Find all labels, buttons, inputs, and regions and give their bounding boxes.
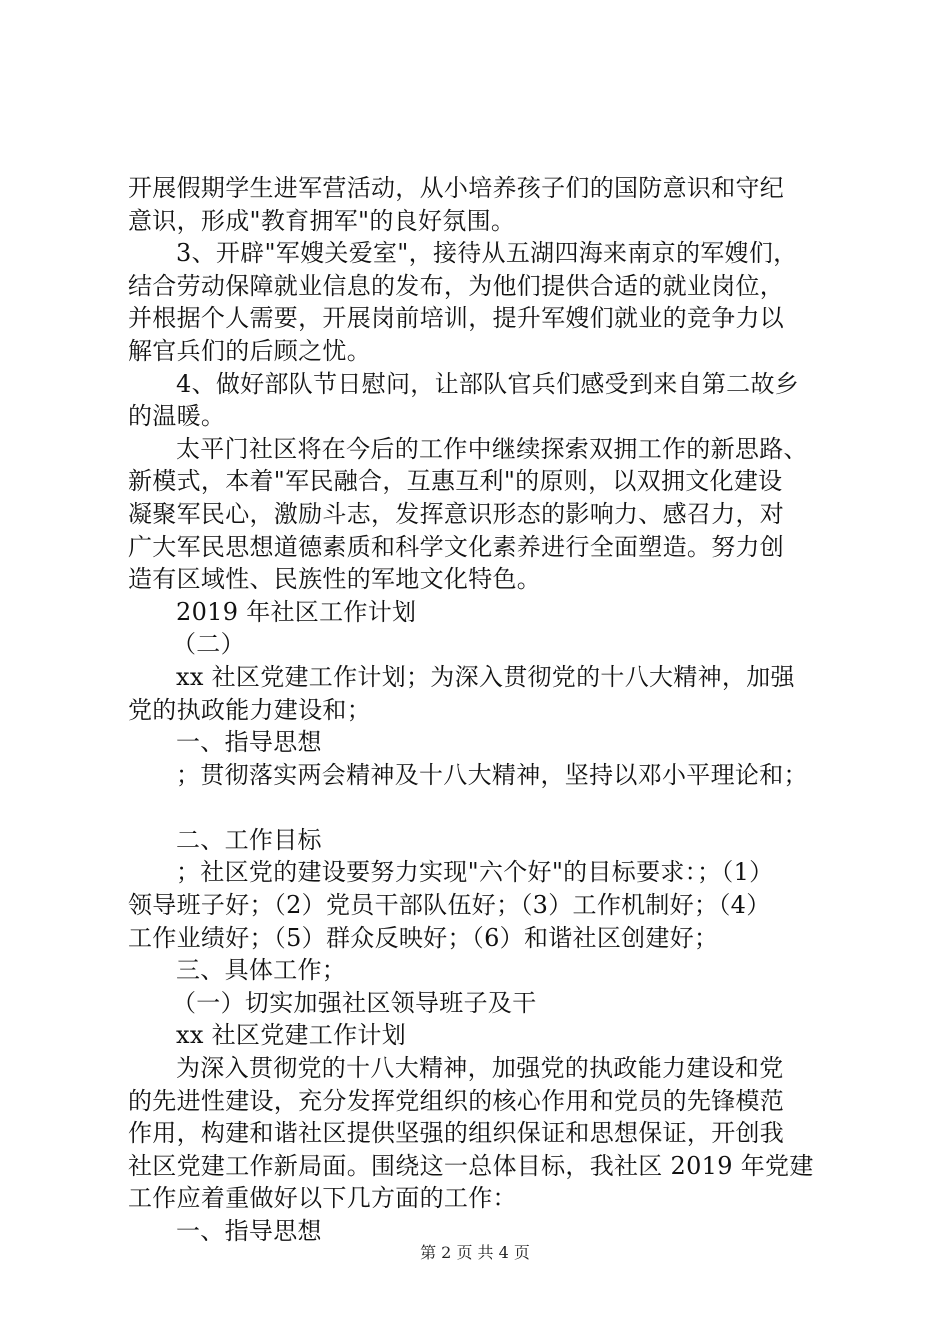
- heading-guiding-thought: 一、指导思想: [176, 1217, 322, 1245]
- text-line: 的先进性建设，充分发挥党组织的核心作用和党员的先锋模范: [128, 1086, 785, 1115]
- text-line: 意识，形成"教育拥军"的良好氛围。: [128, 206, 516, 235]
- heading-work-goals: 二、工作目标: [176, 825, 322, 854]
- text-line: xx 社区党建工作计划；为深入贯彻党的十八大精神，加强: [176, 662, 795, 691]
- text-line: 工作业绩好；（5）群众反映好；（6）和谐社区创建好；: [128, 923, 719, 952]
- text-line: 工作应着重做好以下几方面的工作：: [128, 1184, 517, 1213]
- text-line: 3、开辟"军嫂关爱室"，接待从五湖四海来南京的军嫂们，: [176, 239, 798, 268]
- text-line: 社区党建工作新局面。围绕这一总体目标，我社区 2019 年党建: [128, 1151, 814, 1180]
- text-line: 凝聚军民心，激励斗志，发挥意识形态的影响力、感召力，对: [128, 499, 785, 528]
- text-line: 太平门社区将在今后的工作中继续探索双拥工作的新思路、: [176, 434, 808, 463]
- text-line: 造有区域性、民族性的军地文化特色。: [128, 565, 542, 594]
- text-line: 并根据个人需要，开展岗前培训，提升军嫂们就业的竞争力以: [128, 304, 785, 333]
- text-line: 党的执政能力建设和；: [128, 695, 371, 724]
- text-line: 解官兵们的后顾之忧。: [128, 336, 371, 365]
- text-line: 结合劳动保障就业信息的发布，为他们提供合适的就业岗位，: [128, 271, 785, 300]
- text-line: ；社区党的建设要努力实现"六个好"的目标要求：；（1）: [176, 858, 774, 887]
- page-footer: 第 2 页 共 4 页: [420, 1243, 530, 1262]
- text-line: 新模式，本着"军民融合，互惠互利"的原则，以双拥文化建设: [128, 467, 783, 496]
- section-subtitle: （二）: [172, 630, 245, 659]
- text-line: 作用，构建和谐社区提供坚强的组织保证和思想保证，开创我: [128, 1119, 785, 1148]
- section-title: 2019 年社区工作计划: [176, 597, 417, 626]
- heading-specific-work: 三、具体工作；: [176, 956, 347, 985]
- text-line: 领导班子好；（2）党员干部队伍好；（3）工作机制好；（4）: [128, 891, 771, 920]
- heading-guiding-thought: 一、指导思想: [176, 728, 322, 757]
- text-line: 4、做好部队节日慰问，让部队官兵们感受到来自第二故乡: [176, 369, 800, 398]
- text-line: 开展假期学生进军营活动，从小培养孩子们的国防意识和守纪: [128, 174, 785, 202]
- text-line: （一）切实加强社区领导班子及干: [172, 988, 537, 1017]
- text-line: 广大军民思想道德素质和科学文化素养进行全面塑造。努力创: [128, 532, 785, 561]
- text-line: 为深入贯彻党的十八大精神，加强党的执政能力建设和党: [176, 1054, 784, 1083]
- blank-line: [128, 791, 834, 824]
- document-body: [128, 172, 834, 1248]
- section-title: xx 社区党建工作计划: [176, 1021, 406, 1050]
- text-line: ；贯彻落实两会精神及十八大精神，坚持以邓小平理论和；: [176, 760, 808, 789]
- text-line: 的温暖。: [128, 402, 226, 431]
